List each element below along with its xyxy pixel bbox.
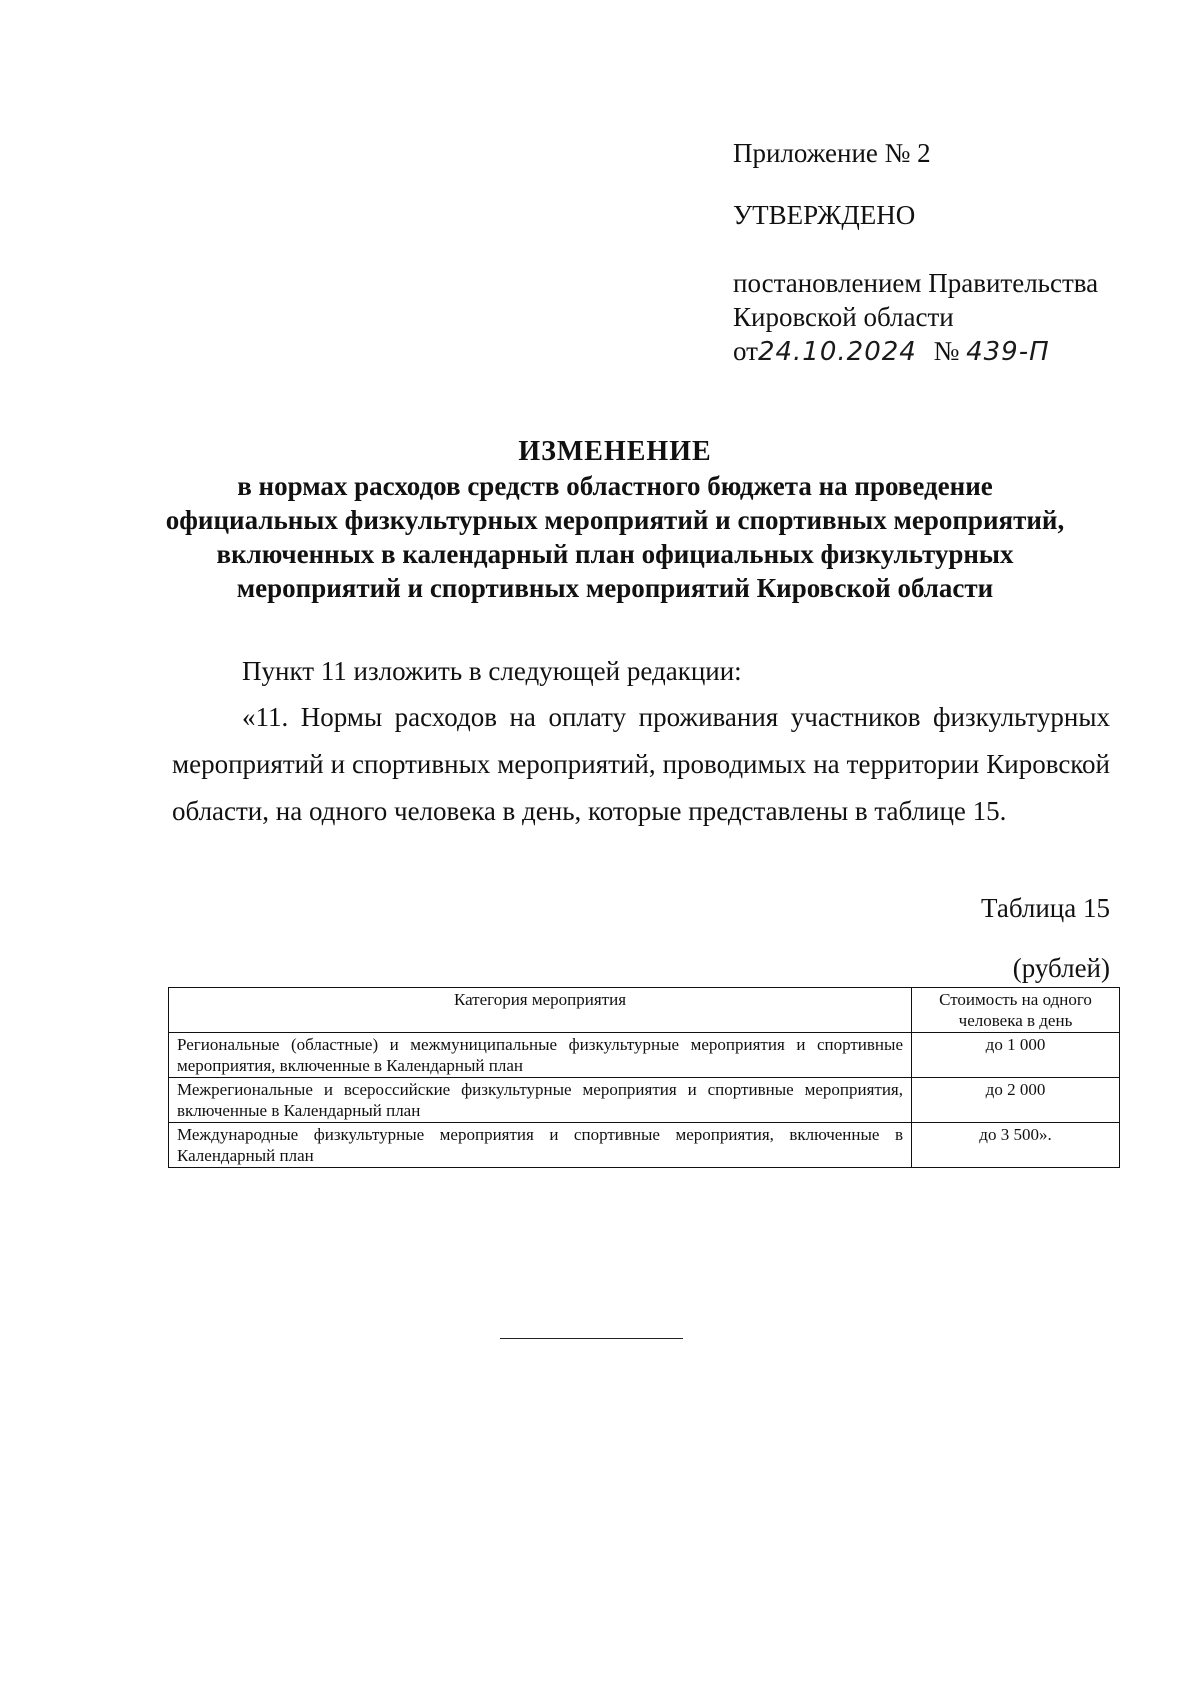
row-cost: до 2 000 [912,1078,1120,1123]
title-line: мероприятий и спортивных мероприятий Кировской области [236,573,994,603]
approval-stamp-text: УТВЕРЖДЕНО [733,200,916,230]
appendix-number: Приложение № 2 [733,138,931,168]
date-prefix: от [733,336,758,366]
table-row [169,1078,1120,1123]
table-row [169,1033,1120,1078]
row-category: Международные физкультурные мероприятия и спортивные мероприятия, включенные в Календарный план [169,1123,912,1168]
handwritten-date: 24.10.2024 [757,337,917,367]
row-cost: до 1 000 [912,1033,1120,1078]
number-prefix: № [933,336,960,366]
decree-date-line [733,334,1050,369]
table-caption: Таблица 15 [981,893,1110,923]
title-heading: ИЗМЕНЕНИЕ [518,436,712,467]
row-category: Региональные (областные) и межмуниципальные физкультурные мероприятия и спортивные мероприятия, включенные в Календарный план [169,1033,912,1078]
row-cost: до 3 500». [912,1123,1120,1168]
norms-table [168,987,1120,1168]
amended-paragraph: «11. Нормы расходов на оплату проживания участников физкультурных мероприятий и спортивных мероприятий, проводимых на территории Кировской области, на одного человека в день, которые представлены в таблице 15. [172,702,1110,826]
document-title [150,435,1080,605]
table-header-row [169,988,1120,1033]
row-category: Межрегиональные и всероссийские физкультурные мероприятия и спортивные мероприятия, включенные в Календарный план [169,1078,912,1123]
header-category: Категория мероприятия [169,988,912,1033]
title-line: официальных физкультурных мероприятий и спортивных мероприятий, [165,505,1065,535]
closing-rule [500,1338,683,1339]
decree-line: постановлением Правительства [733,268,1099,298]
intro-paragraph: Пункт 11 изложить в следующей редакции: [242,656,742,686]
title-line: в нормах расходов средств областного бюджета на проведение [237,471,993,501]
table-row [169,1123,1120,1168]
handwritten-number: 439-П [966,337,1050,367]
region-line: Кировской области [733,302,954,332]
header-cost: Стоимость на одного человека в день [912,988,1120,1033]
title-line: включенных в календарный план официальных физкультурных [216,539,1014,569]
table-units: (рублей) [1012,953,1110,983]
